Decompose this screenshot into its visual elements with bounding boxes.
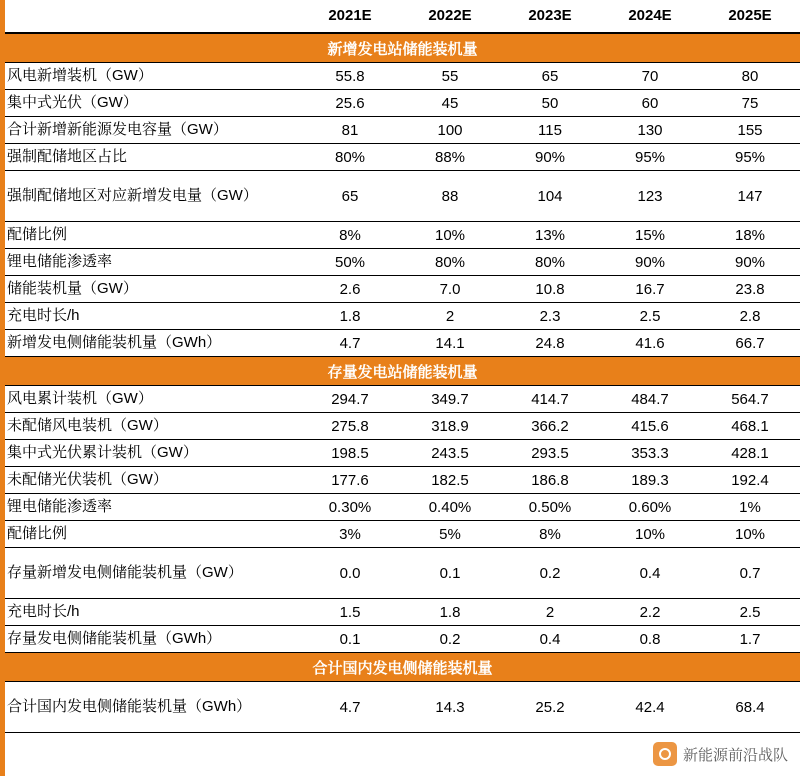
table-cell: 14.1	[400, 330, 500, 357]
table-cell: 90%	[500, 144, 600, 171]
row-label: 配储比例	[5, 521, 300, 548]
table-row	[5, 330, 800, 357]
table-cell: 147	[700, 171, 800, 222]
table-row	[5, 521, 800, 548]
column-header-label	[5, 0, 300, 33]
table-cell: 1.7	[700, 626, 800, 653]
table-cell: 130	[600, 117, 700, 144]
forecast-table	[5, 0, 800, 733]
table-row	[5, 626, 800, 653]
watermark	[653, 742, 788, 766]
table-cell: 65	[500, 63, 600, 90]
table-row	[5, 494, 800, 521]
table-cell: 1.8	[400, 599, 500, 626]
table-cell: 42.4	[600, 682, 700, 733]
table-cell: 177.6	[300, 467, 400, 494]
column-header-2025e: 2025E	[700, 0, 800, 33]
table-cell: 293.5	[500, 440, 600, 467]
table-row	[5, 303, 800, 330]
row-label: 风电累计装机（GW）	[5, 386, 300, 413]
table-cell: 10.8	[500, 276, 600, 303]
column-header-2021e: 2021E	[300, 0, 400, 33]
table-cell: 13%	[500, 222, 600, 249]
table-cell: 104	[500, 171, 600, 222]
table-cell: 65	[300, 171, 400, 222]
row-label: 强制配储地区占比	[5, 144, 300, 171]
table-cell: 25.6	[300, 90, 400, 117]
table-row	[5, 144, 800, 171]
section-header-row	[5, 653, 800, 682]
row-label: 锂电储能渗透率	[5, 494, 300, 521]
table-cell: 88%	[400, 144, 500, 171]
table-cell: 75	[700, 90, 800, 117]
table-cell: 24.8	[500, 330, 600, 357]
table-cell: 4.7	[300, 682, 400, 733]
table-cell: 60	[600, 90, 700, 117]
table-cell: 41.6	[600, 330, 700, 357]
table-cell: 68.4	[700, 682, 800, 733]
table-cell: 10%	[700, 521, 800, 548]
table-cell: 5%	[400, 521, 500, 548]
table-cell: 155	[700, 117, 800, 144]
table-cell: 50%	[300, 249, 400, 276]
table-cell: 414.7	[500, 386, 600, 413]
table-cell: 318.9	[400, 413, 500, 440]
table-cell: 4.7	[300, 330, 400, 357]
table-cell: 0.2	[400, 626, 500, 653]
table-cell: 66.7	[700, 330, 800, 357]
table-cell: 25.2	[500, 682, 600, 733]
row-label: 合计国内发电侧储能装机量（GWh）	[5, 682, 300, 733]
table-row	[5, 276, 800, 303]
table-cell: 1.8	[300, 303, 400, 330]
table-cell: 0.30%	[300, 494, 400, 521]
table-cell: 18%	[700, 222, 800, 249]
table-cell: 0.8	[600, 626, 700, 653]
row-label: 充电时长/h	[5, 599, 300, 626]
table-cell: 95%	[700, 144, 800, 171]
table-cell: 90%	[700, 249, 800, 276]
table-row	[5, 222, 800, 249]
table-cell: 2	[500, 599, 600, 626]
table-cell: 294.7	[300, 386, 400, 413]
table-cell: 275.8	[300, 413, 400, 440]
table-cell: 192.4	[700, 467, 800, 494]
table-cell: 0.4	[500, 626, 600, 653]
table-cell: 243.5	[400, 440, 500, 467]
row-label: 强制配储地区对应新增发电量（GW）	[5, 171, 300, 222]
table-cell: 55	[400, 63, 500, 90]
watermark-text: 新能源前沿战队	[682, 746, 788, 764]
column-header-2022e: 2022E	[400, 0, 500, 33]
table-cell: 186.8	[500, 467, 600, 494]
table-cell: 70	[600, 63, 700, 90]
table-cell: 0.2	[500, 548, 600, 599]
table-cell: 95%	[600, 144, 700, 171]
table-cell: 349.7	[400, 386, 500, 413]
row-label: 锂电储能渗透率	[5, 249, 300, 276]
row-label: 集中式光伏累计装机（GW）	[5, 440, 300, 467]
table-cell: 100	[400, 117, 500, 144]
row-label: 未配储风电装机（GW）	[5, 413, 300, 440]
section-header-row	[5, 33, 800, 63]
row-label: 未配储光伏装机（GW）	[5, 467, 300, 494]
row-label: 存量新增发电侧储能装机量（GW）	[5, 548, 300, 599]
table-body	[5, 33, 800, 733]
table-cell: 2.5	[700, 599, 800, 626]
column-header-2024e: 2024E	[600, 0, 700, 33]
table-row	[5, 467, 800, 494]
row-label: 配储比例	[5, 222, 300, 249]
section-title: 新增发电站储能装机量	[5, 33, 800, 63]
table-cell: 0.7	[700, 548, 800, 599]
table-cell: 115	[500, 117, 600, 144]
table-cell: 2.8	[700, 303, 800, 330]
row-label: 集中式光伏（GW）	[5, 90, 300, 117]
table-cell: 2.5	[600, 303, 700, 330]
table-cell: 428.1	[700, 440, 800, 467]
table-cell: 415.6	[600, 413, 700, 440]
table-cell: 484.7	[600, 386, 700, 413]
table-cell: 15%	[600, 222, 700, 249]
table-row	[5, 413, 800, 440]
table-cell: 80%	[300, 144, 400, 171]
table-cell: 198.5	[300, 440, 400, 467]
table-row	[5, 171, 800, 222]
table-cell: 189.3	[600, 467, 700, 494]
section-title: 存量发电站储能装机量	[5, 357, 800, 386]
table-row	[5, 386, 800, 413]
table-cell: 55.8	[300, 63, 400, 90]
table-cell: 88	[400, 171, 500, 222]
wechat-account-icon	[653, 742, 677, 766]
table-row	[5, 599, 800, 626]
table-cell: 3%	[300, 521, 400, 548]
table-cell: 123	[600, 171, 700, 222]
table-row	[5, 249, 800, 276]
table-row	[5, 440, 800, 467]
table-cell: 0.0	[300, 548, 400, 599]
table-cell: 2.2	[600, 599, 700, 626]
table-cell: 7.0	[400, 276, 500, 303]
table-cell: 8%	[300, 222, 400, 249]
table-cell: 366.2	[500, 413, 600, 440]
table-cell: 80	[700, 63, 800, 90]
row-label: 储能装机量（GW）	[5, 276, 300, 303]
table-cell: 2.3	[500, 303, 600, 330]
table-cell: 50	[500, 90, 600, 117]
section-header-row	[5, 357, 800, 386]
table-cell: 10%	[400, 222, 500, 249]
row-label: 存量发电侧储能装机量（GWh）	[5, 626, 300, 653]
table-row	[5, 548, 800, 599]
table-cell: 182.5	[400, 467, 500, 494]
row-label: 新增发电侧储能装机量（GWh）	[5, 330, 300, 357]
table-cell: 0.4	[600, 548, 700, 599]
table-cell: 80%	[500, 249, 600, 276]
table-cell: 0.60%	[600, 494, 700, 521]
table-cell: 2.6	[300, 276, 400, 303]
section-title: 合计国内发电侧储能装机量	[5, 653, 800, 682]
row-label: 合计新增新能源发电容量（GW）	[5, 117, 300, 144]
table-cell: 10%	[600, 521, 700, 548]
table-cell: 1%	[700, 494, 800, 521]
table-cell: 0.50%	[500, 494, 600, 521]
table-cell: 564.7	[700, 386, 800, 413]
table-row	[5, 682, 800, 733]
table-cell: 14.3	[400, 682, 500, 733]
table-cell: 80%	[400, 249, 500, 276]
table-cell: 0.1	[300, 626, 400, 653]
table-cell: 0.1	[400, 548, 500, 599]
table-cell: 81	[300, 117, 400, 144]
table-row	[5, 90, 800, 117]
table-cell: 23.8	[700, 276, 800, 303]
table-cell: 353.3	[600, 440, 700, 467]
table-cell: 0.40%	[400, 494, 500, 521]
table-cell: 90%	[600, 249, 700, 276]
table-cell: 1.5	[300, 599, 400, 626]
table-header-row	[5, 0, 800, 33]
table-cell: 8%	[500, 521, 600, 548]
row-label: 风电新增装机（GW）	[5, 63, 300, 90]
column-header-2023e: 2023E	[500, 0, 600, 33]
table-cell: 2	[400, 303, 500, 330]
table-row	[5, 117, 800, 144]
table-cell: 16.7	[600, 276, 700, 303]
table-cell: 468.1	[700, 413, 800, 440]
table-row	[5, 63, 800, 90]
table-cell: 45	[400, 90, 500, 117]
row-label: 充电时长/h	[5, 303, 300, 330]
